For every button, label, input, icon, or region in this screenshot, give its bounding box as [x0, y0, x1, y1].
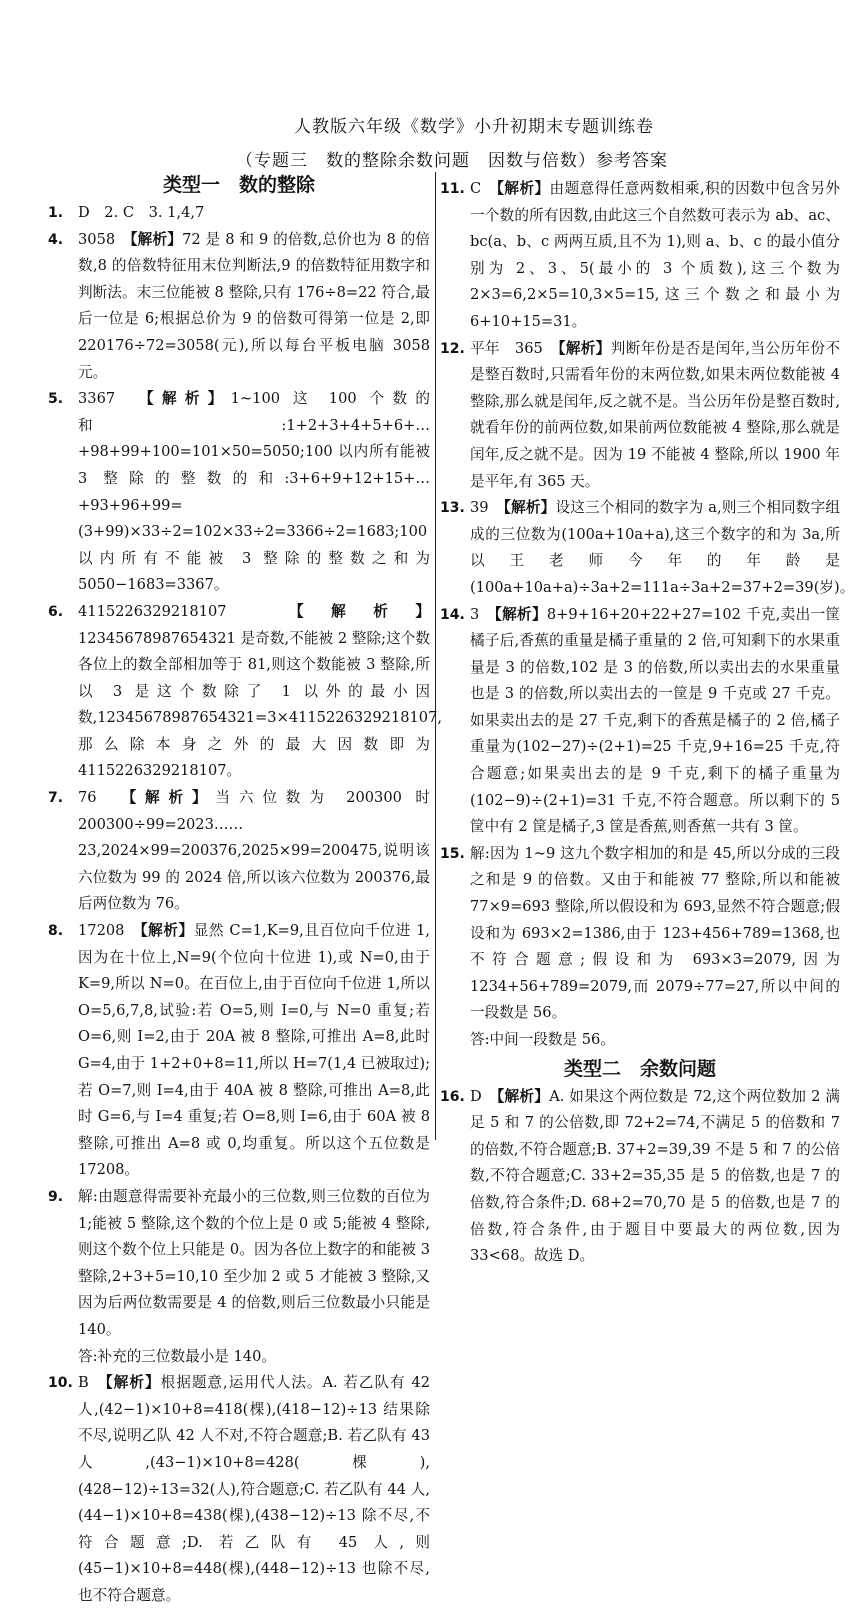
item-text: 判断年份是否是闰年,当公历年份不是整百数时,只需看年份的末两位数,如果末两位数能被 4 整除,那么就是闰年,反之就不是。当公历年份是整百数时,就看年份的前两位数,如果前两位数能被 4 整除,那么就是闰年,反之就不是。因为 19 不能被 4 整除,所以 1900 年是平年,有 365 天。 — [470, 339, 840, 490]
item-answer: 3058 — [78, 230, 116, 248]
answer-item — [440, 176, 840, 336]
item-text: 由题意得需要补充最小的三位数,则三位数的百位为 1;能被 5 整除,这个数的个位上是 0 或 5;能被 4 整除,则这个数个位上只能是 0。因为各位上数字的和能被 3 整除,2+3+5=10,10 至少加 2 或 5 才能被 3 整除,又因为后两位数需要是 4 的倍数,则后三位数最小只能是 140。 — [78, 1187, 430, 1338]
item-text: 12345678987654321 是奇数,不能被 2 整除;这个数各位上的数全部相加等于 81,则这个数能被 3 整除,所以 3 是这个数除了 1 以外的最小因数,12345678987654321=3×4115226329218107,那么除本身之外的最大因数即为 4115226329218107。 — [78, 629, 443, 780]
analysis-tag: 【解析】 — [140, 922, 194, 940]
item-text: 显然 C=1,K=9,且百位向千位进 1,因为在十位上,N=9(个位向十位进 1),或 N=0,由于 K=9,所以 N=0。在百位上,由于百位向千位进 1,所以 O=5,6,7,8,试验:若 O=5,则 I=0,与 N=0 重复;若 O=6,则 I=2,由于 20A 被 8 整除,可推出 A=8,此时 G=4,由于 1+2+0+8=11,所以 H=7(1,4 已被取过);若 O=7,则 I=4,由于 40A 被 8 整除,可推出 A=8,此时 G=6,与 I=4 重复;若 O=8,则 I=6,由于 60A 被 8 整除,可推出 A=8 或 0,均重复。所以这个五位数是 17208。 — [78, 922, 430, 1179]
answer-item — [48, 386, 430, 599]
item-number: 1. — [48, 205, 64, 221]
analysis-tag: 【解析】 — [494, 605, 547, 623]
item-answer: 解: — [470, 844, 490, 862]
analysis-tag: 【解析】 — [496, 1087, 550, 1105]
item-number: 13. — [440, 500, 465, 517]
item-answer: 解: — [78, 1187, 98, 1205]
analysis-tag: 【解析】 — [146, 390, 231, 408]
item-number: 16. — [440, 1088, 465, 1105]
item-answer: 3 — [470, 605, 480, 623]
answer-item — [48, 227, 430, 387]
item-number: 7. — [48, 790, 64, 807]
item-number: 5. — [48, 391, 64, 408]
answer-item — [440, 602, 840, 841]
item-number: 8. — [48, 923, 64, 940]
item-answer: 4115226329218107 — [78, 602, 227, 620]
column-divider — [435, 172, 436, 1140]
item-text: 设这三个相同的数字为 a,则三个相同数字组成的三位数为(100a+10a+a),这三个数字的和为 3a,所以王老师今年的年龄是(100a+10a+a)÷3a+2=111a÷3a+2=37+2=39(岁)。 — [470, 499, 855, 596]
answer-item — [48, 918, 430, 1184]
item-text: 当六位数为 200300 时 200300÷99=2023……23,2024×99=200376,2025×99=200475,说明该六位数为 99 的 2024 倍,所以该六位数为 200376,最后两位数为 76。 — [78, 789, 430, 913]
item-number: 12. — [440, 340, 465, 357]
answer-item — [48, 599, 443, 785]
analysis-tag: 【解析】 — [496, 180, 550, 197]
item-text: D 2. C 3. 1,4,7 — [78, 204, 205, 221]
right-column — [440, 176, 855, 1270]
analysis-tag: 【解析】 — [503, 499, 556, 517]
analysis-tag: 【解析】 — [130, 230, 183, 248]
item-text: 因为 1~9 这九个数字相加的和是 45,所以分成的三段之和是 9 的倍数。又由于和能被 77 整除,所以和能被 77×9=693 整除,所以假设和为 693,显然不符合题意;假设和为 693×2=1386,由于 123+456+789=1368,也不符合题意;假设和为 693×3=2079,因为 1234+56+789=2079,而 2079÷77=27,所以中间的一段数是 56。 — [470, 844, 840, 1022]
item-text: 1~100 这 100 个数的和:1+2+3+4+5+6+…+98+99+100=101×50=5050;100 以内所有能被 3 整除的整数的和:3+6+9+12+15+…+93+96+99=(3+99)×33÷2=102×33÷2=3366÷2=1683;100 以内所有不能被 3 整除的整数之和为 5050−1683=3367。 — [78, 390, 430, 594]
item-answer: C — [470, 180, 482, 197]
answer-item — [440, 1084, 840, 1270]
item-answer: 3367 — [78, 390, 116, 408]
item-number: 11. — [440, 181, 465, 197]
section-heading-2: 类型二 余数问题 — [563, 1057, 716, 1080]
item-number: 10. — [48, 1375, 73, 1392]
analysis-tag: 【解析】 — [105, 1374, 161, 1392]
answer-item — [440, 495, 855, 601]
item-answer: D — [470, 1087, 482, 1105]
answer-item — [48, 200, 430, 227]
item-answer: B — [78, 1374, 89, 1392]
answer-note: 答:补充的三位数最小是 140。 — [78, 1347, 276, 1365]
analysis-tag: 【解析】 — [558, 339, 611, 357]
answer-note: 答:中间一段数是 56。 — [470, 1031, 615, 1048]
item-number: 6. — [48, 603, 64, 620]
page-title: 人教版六年级《数学》小升初期末专题训练卷 — [294, 117, 654, 137]
answer-item — [440, 841, 840, 1027]
item-number: 4. — [48, 231, 64, 248]
item-text: 72 是 8 和 9 的倍数,总价也为 8 的倍数,8 的倍数特征用末位判断法,9 的倍数特征用数字和判断法。末三位能被 8 整除,只有 176÷8=22 符合,最后一位是 6;根据总价为 9 的倍数可得第一位是 2,即 220176÷72=3058(元),所以每台平板电脑 3058 元。 — [78, 230, 430, 381]
left-column — [48, 170, 443, 1609]
answer-item — [440, 336, 840, 496]
analysis-tag: 【解析】 — [296, 602, 430, 620]
item-number: 9. — [48, 1188, 64, 1205]
item-text: A. 如果这个两位数是 72,这个两位数加 2 满足 5 和 7 的公倍数,即 72+2=74,不满足 5 的倍数和 7 的倍数,不符合题意;B. 37+2=39,39 不是 5 和 7 的公倍数,不符合题意;C. 33+2=35,35 是 5 的倍数,也是 7 的倍数,符合条件;D. 68+2=70,70 是 5 的倍数,也是 7 的倍数,符合条件,由于题目中要最大的两位数,因为 33<68。故选 D。 — [470, 1087, 840, 1265]
section-heading-1: 类型一 数的整除 — [162, 174, 315, 196]
item-number: 14. — [440, 606, 465, 623]
analysis-tag: 【解析】 — [128, 789, 216, 807]
answer-item — [48, 785, 430, 918]
item-answer: 76 — [78, 789, 97, 807]
item-answer: 平年 365 — [470, 339, 543, 357]
item-answer: 17208 — [78, 922, 125, 940]
item-text: 根据题意,运用代人法。A. 若乙队有 42 人,(42−1)×10+8=418(棵),(418−12)÷13 结果除不尽,说明乙队 42 人不对,不符合题意;B. 若乙队有 43 人,(43−1)×10+8=428(棵),(428−12)÷13=32(人),符合题意;C. 若乙队有 44 人,(44−1)×10+8=438(棵),(438−12)÷13 除不尽,不符合题意;D. 若乙队有 45 人,则(45−1)×10+8=448(棵),(448−12)÷13 也除不尽,也不符合题意。 — [78, 1374, 430, 1604]
page-subtitle: （专题三 数的整除余数问题 因数与倍数）参考答案 — [236, 151, 668, 171]
item-text: 8+9+16+20+22+27=102 千克,卖出一筐橘子后,香蕉的重量是橘子重量的 2 倍,可知剩下的水果重量是 3 的倍数,102 是 3 的倍数,所以卖出去的水果重量也是 3 的倍数,所以卖出去的一筐是 9 千克或 27 千克。如果卖出去的是 27 千克,剩下的香蕉是橘子的 2 倍,橘子重量为(102−27)÷(2+1)=25 千克,9+16=25 千克,符合题意;如果卖出去的是 9 千克,剩下的橘子重量为(102−9)÷(2+1)=31 千克,不符合题意。所以剩下的 5 筐中有 2 筐是橘子,3 筐是香蕉,则香蕉一共有 3 筐。 — [470, 605, 840, 836]
item-text: 由题意得任意两数相乘,积的因数中包含另外一个数的所有因数,由此这三个自然数可表示为 ab、ac、bc(a、b、c 两两互质,且不为 1),则 a、b、c 的最小值分别为 2、3、5(最小的 3 个质数),这三个数为 2×3=6,2×5=10,3×5=15,这三个数之和最小为 6+10+15=31。 — [470, 180, 840, 330]
answer-item — [48, 1184, 430, 1344]
item-number: 15. — [440, 845, 465, 862]
item-answer: 39 — [470, 499, 489, 517]
answer-item — [48, 1370, 430, 1609]
